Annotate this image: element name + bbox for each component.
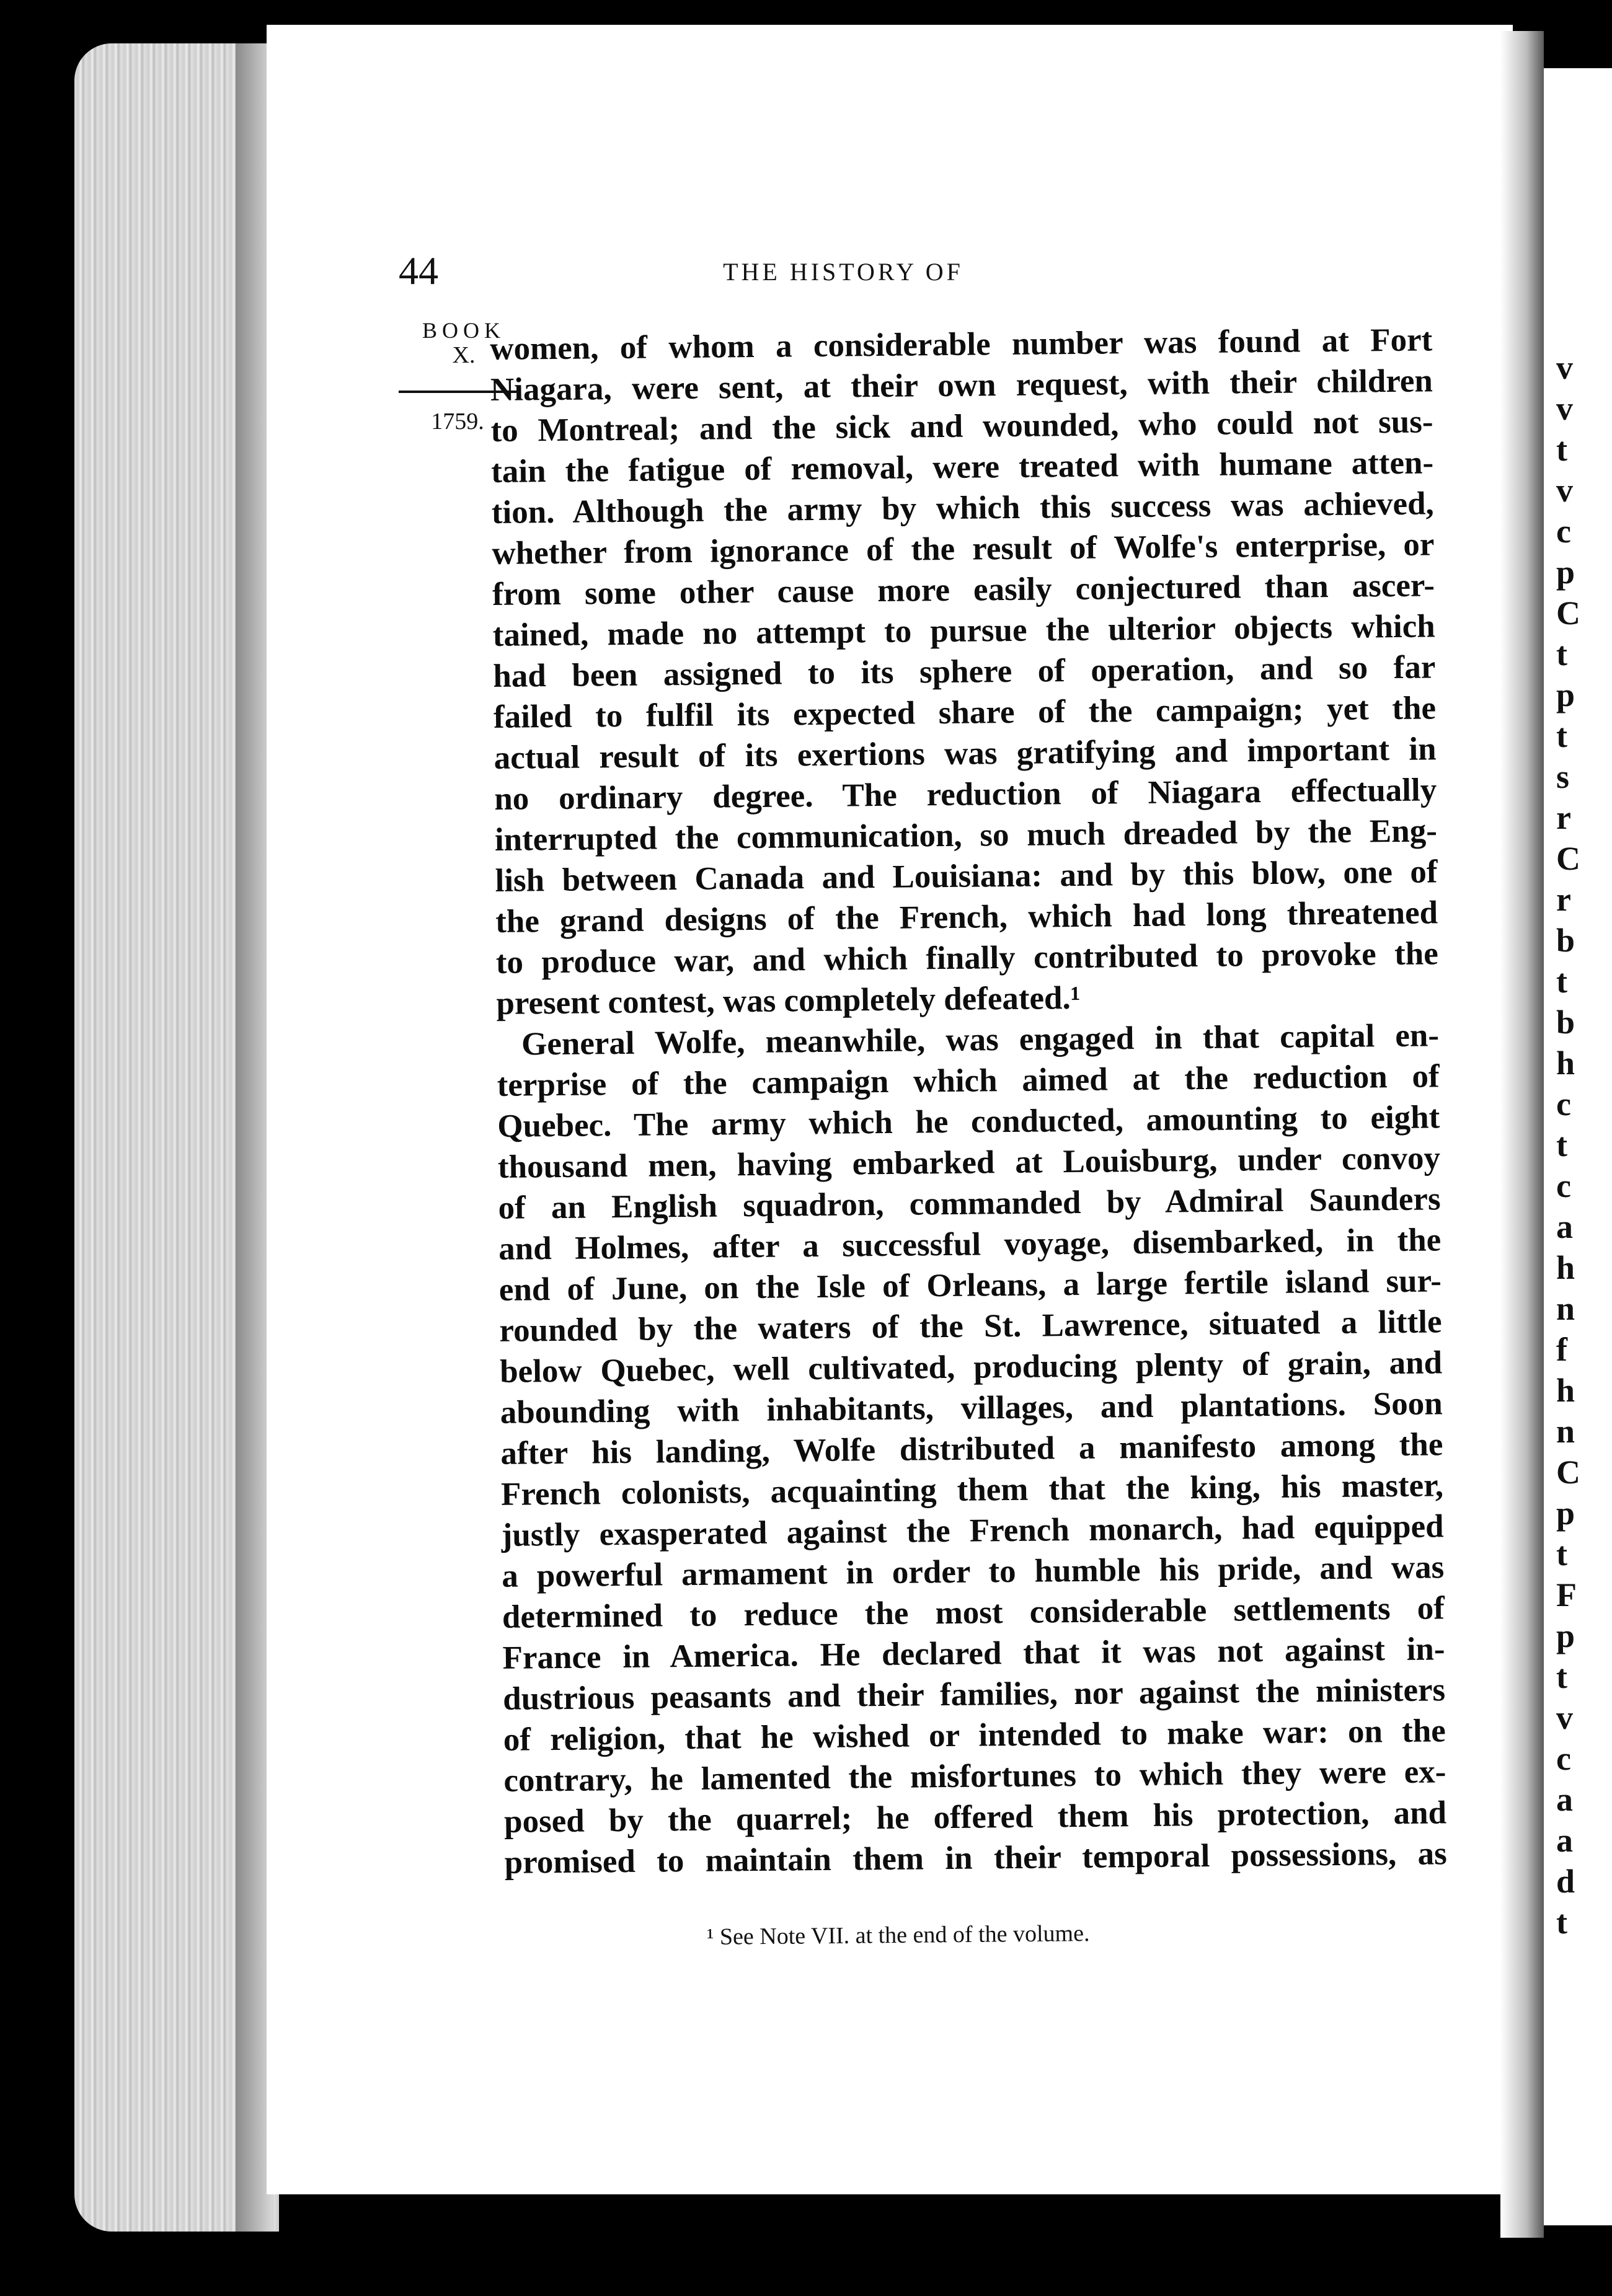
facing-page-letter: p [1556,1617,1575,1654]
text-line: and Holmes, after a successful voyage, disembarked, in the [498,1222,1442,1267]
text-line: tained, made no attempt to pursue the ulterior objects which [492,608,1435,653]
facing-page-letter: v [1556,349,1573,386]
facing-page-letter: c [1556,1740,1571,1777]
text-line: lish between Canada and Louisiana: and by this blow, one of [495,854,1438,899]
text-line: below Quebec, well cultivated, producing plenty of grain, and [499,1344,1443,1390]
facing-page-letter: F [1556,1576,1577,1614]
facing-page-letter: t [1556,1126,1567,1163]
text-line: terprise of the campaign which aimed at the reduction of [497,1058,1440,1103]
facing-page-letter: c [1556,1167,1571,1204]
facing-page-letter: n [1556,1290,1575,1327]
text-line: from some other cause more easily conjectured than ascer- [492,567,1435,612]
text-line: a powerful armament in order to humble his pride, and was [502,1549,1445,1594]
text-line: women, of whom a considerable number was found at Fort [490,322,1433,367]
text-line: whether from ignorance of the result of Wolfe's enterprise, or [492,526,1435,572]
facing-page-letter: C [1556,840,1580,877]
text-line: rounded by the waters of the St. Lawrence, situated a little [499,1304,1442,1349]
text-line: thousand men, having embarked at Louisburg, under convoy [497,1140,1441,1185]
text-line: of religion, that he wished or intended to make war: on the [503,1713,1446,1758]
facing-page-letter: c [1556,513,1571,550]
facing-page-letter: c [1556,1085,1571,1123]
facing-page-letter: b [1556,922,1575,959]
facing-page-letter: p [1556,676,1575,713]
body-text [490,319,1447,1883]
text-line: abounding with inhabitants, villages, and plantations. Soon [500,1385,1443,1431]
facing-page-letter: v [1556,472,1573,509]
facing-page-letter: s [1556,758,1570,795]
text-line: France in America. He declared that it was not against in- [502,1631,1445,1676]
facing-page-letter: t [1556,431,1567,468]
text-line: Niagara, were sent, at their own request, with their children [490,363,1433,408]
text-line: to produce war, and which finally contributed to provoke the [495,935,1439,981]
facing-page-letter: h [1556,1044,1575,1082]
text-line: present contest, was completely defeated.¹ [496,979,1081,1022]
text-line: interrupted the communication, so much dreaded by the Eng- [494,813,1438,858]
facing-page-letter: h [1556,1249,1575,1286]
facing-page-letter: p [1556,554,1575,591]
text-line: justly exasperated against the French monarch, had equipped [501,1508,1444,1553]
facing-page-letter: t [1556,1658,1567,1695]
facing-page-letter: a [1556,1208,1573,1245]
margin-year: 1759. [431,408,484,435]
facing-page-letter: t [1556,635,1567,673]
text-line: contrary, he lamented the misfortunes to which they were ex- [503,1754,1446,1799]
text-line: dustrious peasants and their families, nor against the ministers [502,1672,1446,1717]
facing-page-letter: r [1556,799,1571,836]
text-line: tain the fatigue of removal, were treated with humane atten- [490,444,1434,490]
text-line: French colonists, acquainting them that the king, his master, [500,1467,1444,1512]
text-line: end of June, on the Isle of Orleans, a large fertile island sur- [498,1263,1442,1308]
facing-page-letter: r [1556,881,1571,918]
text-line: had been assigned to its sphere of operation, and so far [493,649,1436,694]
text-line: no ordinary degree. The reduction of Niagara effectually [494,772,1437,817]
footnote: ¹ See Note VII. at the end of the volume. [706,1920,1090,1950]
text-line: failed to fulfil its expected share of the campaign; yet the [493,690,1437,735]
facing-page-letter: v [1556,390,1573,427]
text-line: to Montreal; and the sick and wounded, who could not sus- [490,404,1433,449]
facing-page-letter: n [1556,1413,1575,1450]
margin-book-label: BOOK [422,318,505,343]
text-line: promised to maintain them in their temporal possessions, as [504,1835,1447,1881]
text-line: the grand designs of the French, which had long threatened [495,894,1438,940]
text-line: General Wolfe, meanwhile, was engaged in that capital en- [521,1017,1440,1062]
text-line: Quebec. The army which he conducted, amounting to eight [497,1099,1440,1144]
text-line: posed by the quarrel; he offered them his protection, and [503,1795,1447,1840]
facing-page-letter: b [1556,1004,1575,1041]
gutter-shadow [1500,31,1544,2238]
text-line: tion. Although the army by which this success was achieved, [491,485,1435,531]
facing-page-letter: f [1556,1331,1567,1368]
margin-book-number: X. [452,342,476,368]
running-title: THE HISTORY OF [723,258,963,286]
facing-page-letter: C [1556,594,1580,632]
facing-page-letter: t [1556,963,1567,1000]
text-line: after his landing, Wolfe distributed a manifesto among the [500,1426,1443,1472]
facing-page-letter: t [1556,717,1567,754]
facing-page-letter: t [1556,1535,1567,1573]
facing-page-letter: a [1556,1822,1573,1859]
facing-page-text [1556,347,1612,1943]
facing-page-letter: d [1556,1863,1575,1900]
facing-page-letter: C [1556,1454,1580,1491]
facing-page-letter: p [1556,1495,1575,1532]
facing-page-letter: h [1556,1372,1575,1409]
page-number: 44 [399,249,438,293]
text-line: of an English squadron, commanded by Admiral Saunders [498,1181,1441,1226]
facing-page-letter: t [1556,1904,1567,1941]
text-line: actual result of its exertions was gratifying and important in [494,731,1437,776]
facing-page-letter: a [1556,1781,1573,1818]
text-line: determined to reduce the most considerable settlements of [502,1590,1445,1635]
facing-page-letter: v [1556,1699,1573,1736]
